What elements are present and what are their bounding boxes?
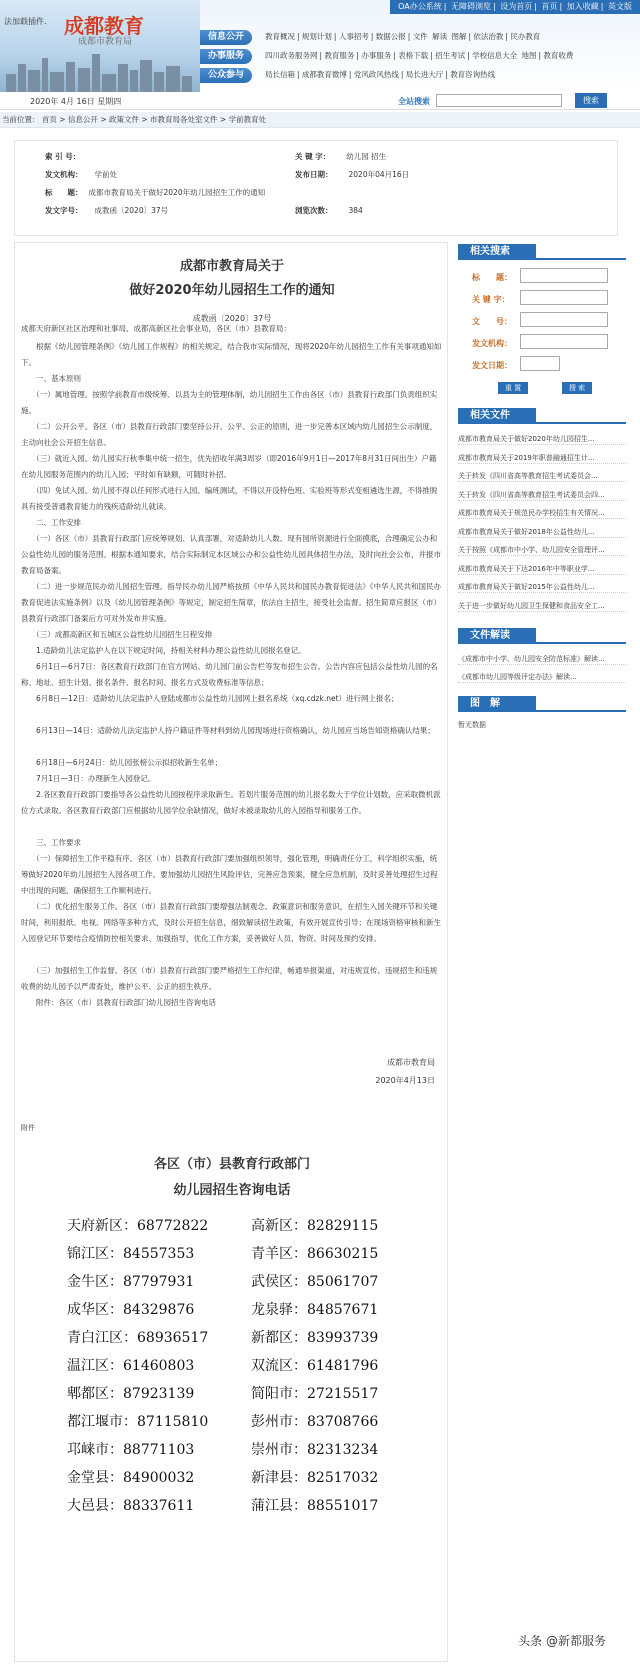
nav-link[interactable]: 党风政风热线: [353, 70, 399, 79]
related-search-title: 相关搜索: [458, 244, 536, 260]
nav-link[interactable]: 解读: [432, 32, 448, 41]
header-banner: [0, 0, 640, 92]
doc-paragraph: 6月13日—14日：适龄幼儿法定监护人持户籍证件等材料到幼儿园现场进行资格确认，幼儿园应当场告知资格确认结果；: [21, 726, 435, 735]
nav-info-open[interactable]: 信息公开: [200, 30, 252, 45]
phone-entry: 锦江区：84557353: [67, 1246, 195, 1262]
phone-entry: 郫都区：87923139: [67, 1386, 195, 1402]
nav-link[interactable]: 数据公报: [375, 32, 406, 41]
pubdate-label: 发布日期：: [295, 170, 333, 179]
phone-entry: 金堂县：84900032: [67, 1470, 195, 1486]
nav-row-2: 四川政务服务网 | 教育服务 | 办事服务 | 表格下载 | 招生考试 | 学校信息大全 地图 | 教育收费: [265, 51, 574, 60]
phone-entry: 金牛区：87797931: [67, 1274, 195, 1290]
related-file-link[interactable]: 关于按照《成都市中小学、幼儿园安全管理评...: [458, 545, 626, 556]
doc-paragraph: （三）加强招生工作监督。各区（市）县教育行政部门要严格招生工作纪律，畅通举报渠道，对违规宣传、违规招生和违规收费的幼儿园予以严肃查处，维护公平、公正的招生秩序。: [21, 966, 438, 991]
doc-number: 成教函〔2020〕37号: [192, 314, 272, 323]
nav-link[interactable]: 教育收费: [543, 51, 574, 60]
phone-entry: 新津县：82517032: [251, 1470, 379, 1486]
doc-paragraph: 二、工作安排: [21, 518, 81, 527]
top-links: OA办公系统 | 无障碍浏览 | 设为首页 | 首页 | 加入收藏 | 英文版: [390, 0, 640, 14]
nav-link[interactable]: 民办教育: [510, 32, 541, 41]
related-file-link[interactable]: 关于转发《四川省高等教育招生考试委员会...: [458, 471, 626, 482]
illustration-empty: 暂无数据: [458, 721, 486, 729]
search-field-label: 标 题：: [472, 273, 512, 282]
search-field-label: 发文机构：: [472, 339, 512, 348]
doc-paragraph: 成都天府新区社区治理和社事局、成都高新区社会事业局，各区（市）县教育局：: [21, 324, 291, 333]
title-search-input[interactable]: [520, 268, 608, 283]
docno-value: 成教函〔2020〕37号: [94, 206, 169, 215]
doc-title-line1: 成都市教育局关于: [179, 259, 284, 274]
sign-org: 成都市教育局: [387, 1058, 435, 1067]
doc-paragraph: 三、工作要求: [21, 838, 81, 847]
nav-link[interactable]: 学校信息大全: [472, 51, 518, 60]
top-link-bar: [0, 0, 640, 14]
interpretation-title: 文件解读: [458, 628, 536, 644]
org-search-input[interactable]: [520, 334, 608, 349]
doc-paragraph: （一）属地管理。按照学前教育市级统筹、以县为主的管理体制，幼儿园招生工作由各区（市）县教育行政部门负责组织实施。: [21, 390, 438, 415]
nav-link[interactable]: 局长进大厅: [405, 70, 444, 79]
keyword-label: 关 键 字：: [295, 152, 331, 161]
site-search-button[interactable]: 搜索: [575, 93, 607, 108]
nav-link[interactable]: 地图: [521, 51, 537, 60]
phone-entry: 武侯区：85061707: [251, 1274, 379, 1290]
title-label: 标 题：: [45, 188, 83, 197]
sidebar-search-button[interactable]: 搜 索: [562, 382, 592, 394]
phone-entry: 都江堰市：87115810: [67, 1414, 209, 1430]
doc-paragraph: （三）成都高新区和五城区公益性幼儿园招生日程安排: [21, 630, 213, 639]
related-files-header: [458, 408, 626, 424]
related-file-link[interactable]: 关于转发《四川省高等教育招生考试委员会四...: [458, 490, 626, 501]
related-file-link[interactable]: 成都市教育局关于下达2016年中等职业学...: [458, 564, 626, 575]
org-label: 发文机构：: [45, 170, 83, 179]
phone-entry: 邛崃市：88771103: [67, 1442, 195, 1458]
nav-services[interactable]: 办事服务: [200, 49, 252, 64]
search-field-label: 发文日期：: [472, 361, 512, 370]
related-file-link[interactable]: 成都市教育局关于做好2020年幼儿园招生...: [458, 434, 626, 445]
site-search-label: 全站搜索: [398, 97, 430, 106]
related-file-link[interactable]: 成都市教育局关于做好2015年公益性幼儿...: [458, 582, 626, 593]
phone-entry: 彭州市：83708766: [251, 1414, 379, 1430]
phone-entry: 大邑县：88337611: [67, 1498, 195, 1514]
related-file-link[interactable]: 关于进一步做好幼儿园卫生保健和食品安全工...: [458, 601, 626, 612]
watermark: 头条 @新都服务: [518, 1634, 606, 1648]
keyword-value: 幼儿园 招生: [346, 152, 387, 161]
nav-participation[interactable]: 公众参与: [200, 68, 252, 83]
document-body: [14, 242, 448, 1662]
plugin-notice: 法加载插件.: [4, 17, 47, 26]
illustration-title: 图 解: [458, 696, 536, 712]
nav-link[interactable]: 图解: [451, 32, 467, 41]
phone-entry: 青白江区：68936517: [67, 1330, 209, 1346]
attachment-title-line1: 各区（市）县教育行政部门: [153, 1157, 310, 1172]
doc-paragraph: （二）进一步规范民办幼儿园招生管理。指导民办幼儿园严格按照《中华人民共和国民办教育促进法》《中华人民共和国民办教育促进法实施条例》以及《幼儿园管理条例》等规定，制定招生简章，依法自主招生，接受社会监督。招生简章应报区（市）县教育行政部门备案后方可对外发布并实施。: [21, 582, 441, 623]
phone-entry: 崇州市：82313234: [251, 1442, 379, 1458]
nav-link[interactable]: 招生考试: [435, 51, 466, 60]
doc-paragraph: （二）公开公平。各区（市）县教育行政部门要坚持公开、公平、公正的原则，进一步完善本区域内幼儿园招生公示制度，主动向社会公开招生信息。: [21, 422, 438, 447]
title-value: 成都市教育局关于做好2020年幼儿园招生工作的通知: [88, 188, 266, 197]
search-field-label: 关 键 字：: [472, 295, 510, 304]
phone-entry: 简阳市：27215517: [251, 1386, 379, 1402]
nav-link[interactable]: 教育咨询热线: [450, 70, 496, 79]
illustration-header: [458, 696, 626, 712]
phone-entry: 温江区：61460803: [67, 1358, 195, 1374]
home-link[interactable]: 首页: [541, 2, 558, 11]
keyword-search-input[interactable]: [520, 290, 608, 305]
docno-search-input[interactable]: [520, 312, 608, 327]
org-value: 学前处: [94, 170, 117, 179]
favorite-link[interactable]: 加入收藏: [566, 2, 599, 11]
related-file-link[interactable]: 成都市教育局关于规范民办学校招生有关情况...: [458, 508, 626, 519]
doc-paragraph: （二）优化招生服务工作。各区（市）县教育行政部门要增强法制观念、政策意识和服务意识，在招生入园关键环节和关键时间，利用报纸、电视、网络等多种方式，及时公开招生信息，细致解读招生政策，有效开展宣传引导；在现场资格审核和新生入园登记环节要结合疫情防控相关要求、加强指导，优化工作方案，妥善做好人员、物资、时间及预约安排。: [21, 902, 441, 943]
site-search-input[interactable]: [436, 94, 562, 107]
doc-paragraph: 6月8日—12日：适龄幼儿法定监护人登陆成都市公益性幼儿园网上报名系统（xq.cdzk.net）进行网上报名；: [21, 694, 399, 703]
city-skyline-image: [0, 50, 200, 92]
nav-link[interactable]: 四川政务服务网: [265, 51, 318, 60]
breadcrumb: 当前位置： 首页 > 信息公开 > 政策文件 > 市教育局各处室文件 > 学前教育处: [0, 112, 640, 128]
phone-entry: 成华区：84329876: [67, 1302, 195, 1318]
reset-button[interactable]: 重 置: [498, 382, 528, 394]
doc-paragraph: （三）就近入园。幼儿园实行秋季集中统一招生，优先招收年满3周岁（即2016年9月1日—2017年8月31日间出生）户籍在幼儿园服务范围内的幼儿入园；平时如有缺额，可随时补招。: [21, 454, 437, 479]
phone-entry: 青羊区：86630215: [251, 1246, 379, 1262]
nav-link[interactable]: 依法治教: [473, 32, 504, 41]
doc-paragraph: （四）免试入园。幼儿园不得以任何形式进行入园、编班测试，不得以开设特色班、实验班等形式变相遴选生源，不得推脱具有接受普通教育能力的残疾适龄幼儿就读。: [21, 486, 438, 511]
related-search-header: [458, 244, 626, 260]
docno-label: 发文字号：: [45, 206, 83, 215]
date-search-input[interactable]: [520, 356, 560, 371]
phone-entry: 双流区：61481796: [251, 1358, 379, 1374]
views-value: 384: [348, 206, 363, 215]
site-logo-subtitle: 成都市教育局: [78, 37, 133, 47]
doc-paragraph: 根据《幼儿园管理条例》《幼儿园工作规程》的相关规定，结合我市实际情况，现将2020年幼儿园招生工作有关事项通知如下。: [21, 342, 442, 367]
views-label: 浏览次数：: [295, 206, 333, 215]
doc-paragraph: 6月1日—6月7日：各区教育行政部门在官方网站、幼儿园门前公告栏等发布招生公告。公告内容应包括公益性幼儿园的名称、地址、招生计划、报名条件、报名时间、报名方式及收费标准等信息；: [21, 662, 438, 687]
pubdate-value: 2020年04月16日: [348, 170, 410, 179]
current-date: 2020年 4月 16日 星期四: [30, 97, 122, 106]
interpretation-header: [458, 628, 626, 644]
phone-entry: 龙泉驿：84857671: [251, 1302, 379, 1318]
index-label: 索 引 号：: [45, 152, 81, 161]
accessibility-link[interactable]: 无障碍浏览: [451, 2, 491, 11]
set-homepage-link[interactable]: 设为首页: [500, 2, 533, 11]
phone-entry: 天府新区：68772822: [67, 1218, 209, 1234]
nav-link[interactable]: 办事服务: [361, 51, 392, 60]
interpretation-link[interactable]: 《成都市中小学、幼儿园安全防范标准》解读...: [458, 654, 626, 665]
doc-paragraph: 附件：各区（市）县教育行政部门幼儿园招生咨询电话: [21, 998, 216, 1007]
nav-link[interactable]: 表格下载: [398, 51, 429, 60]
oa-link[interactable]: OA办公系统: [398, 2, 442, 11]
related-file-link[interactable]: 成都市教育局关于做好2018年公益性幼儿...: [458, 527, 626, 538]
related-file-link[interactable]: 成都市教育局关于2019年职普融通招生计...: [458, 453, 626, 464]
phone-entry: 高新区：82829115: [251, 1218, 379, 1234]
doc-paragraph: （一）保障招生工作平稳有序。各区（市）县教育行政部门要加强组织领导，强化管理，明确责任分工，科学组织实施，统筹做好2020年幼儿园招生入园各项工作。要加强幼儿园招生风险评估，完善应急预案，健全应急机制，及时妥善处理招生过程中出现的问题，确保招生工作顺利进行。: [21, 854, 438, 895]
search-field-label: 文 号：: [472, 317, 512, 326]
site-logo-title[interactable]: 成都教育: [64, 14, 144, 38]
doc-paragraph: 一、基本原则: [21, 374, 81, 383]
nav-link[interactable]: 教育概况: [265, 32, 295, 41]
nav-link[interactable]: 规划计划: [301, 32, 332, 41]
nav-link[interactable]: 文件: [412, 32, 428, 41]
attachment-label: 附件: [21, 1124, 35, 1132]
nav-row-3: 局长信箱 | 成都教育微博 | 党风政风热线 | 局长进大厅 | 教育咨询热线: [265, 70, 496, 79]
attachment-title-line2: 幼儿园招生咨询电话: [173, 1183, 291, 1198]
nav-row-1: 教育概况 | 规划计划 | 人事招考 | 数据公报 | 文件 解读 图解 | 依法治教 | 民办教育: [265, 32, 541, 41]
phone-entry: 新都区：83993739: [251, 1330, 379, 1346]
related-files-title: 相关文件: [458, 408, 536, 424]
doc-title-line2: 做好2020年幼儿园招生工作的通知: [129, 283, 335, 298]
interpretation-link[interactable]: 《成都市幼儿园等级评定办法》解读...: [458, 672, 626, 683]
doc-paragraph: （一）各区（市）县教育行政部门应统筹规划、认真部署，对适龄幼儿人数、现有园所资源进行全面摸底，合理确定公办和公益性幼儿园的服务范围。根据本通知要求，结合实际制定本区域公办和公益性幼儿园具体招生办法，及时向社会公布，并报市教育局备案。: [21, 534, 441, 575]
doc-paragraph: 6月18日—6月24日：幼儿园张榜公示拟招收新生名单；: [21, 758, 223, 767]
sign-date: 2020年4月13日: [375, 1076, 435, 1085]
doc-paragraph: 2.各区教育行政部门要指导各公益性幼儿园按程序录取新生。若划片服务范围的幼儿报名数大于学位计划数，应采取微机派位方式录取。各区教育行政部门应根据幼儿园学位余缺情况，做好未被录取幼儿的入园指导和服务工作。: [21, 790, 441, 815]
doc-paragraph: 1.适龄幼儿法定监护人在以下规定时间，持相关材料办理公益性幼儿园报名登记。: [21, 646, 306, 655]
document-metadata: [14, 140, 618, 236]
date-search-bar: [0, 92, 640, 110]
english-link[interactable]: 英文版: [608, 2, 632, 11]
nav-link[interactable]: 教育服务: [324, 51, 355, 60]
nav-link[interactable]: 局长信箱: [265, 70, 295, 79]
nav-link[interactable]: 成都教育微博: [301, 70, 347, 79]
nav-link[interactable]: 人事招考: [338, 32, 369, 41]
doc-paragraph: 7月1日—3日：办理新生入园登记。: [21, 774, 156, 783]
phone-entry: 蒲江县：88551017: [251, 1498, 379, 1514]
